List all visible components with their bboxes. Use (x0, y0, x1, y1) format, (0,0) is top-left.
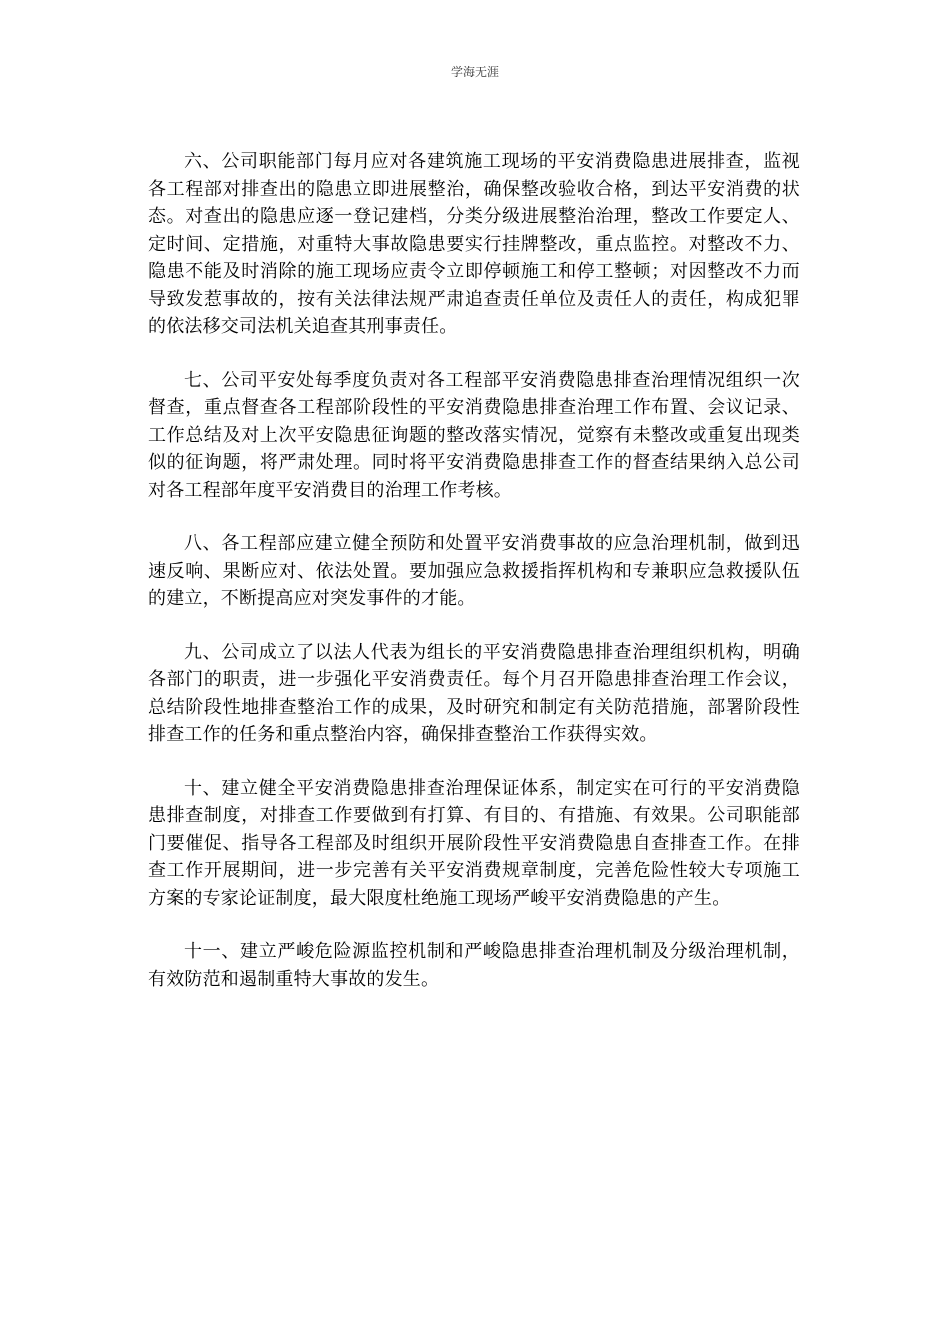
paragraph-8: 八、各工程部应建立健全预防和处置平安消费事故的应急治理机制，做到迅速反响、果断应对、依法处置。要加强应急救援指挥机构和专兼职应急救援队伍的建立，不断提高应对突发事件的才能。 (148, 533, 800, 609)
paragraph-6: 六、公司职能部门每月应对各建筑施工现场的平安消费隐患进展排查，监视各工程部对排查出的隐患立即进展整治，确保整改验收合格，到达平安消费的状态。对查出的隐患应逐一登记建档，分类分级进展整治治理，整改工作要定人、定时间、定措施，对重特大事故隐患要实行挂牌整改，重点监控。对整改不力、隐患不能及时消除的施工现场应责令立即停顿施工和停工整顿；对因整改不力而导致发惹事故的，按有关法律法规严肃追查责任单位及责任人的责任，构成犯罪的依法移交司法机关追查其刑事责任。 (148, 151, 800, 337)
document-body (148, 148, 800, 1019)
page-header: 学海无涯 (450, 65, 499, 79)
paragraph-7: 七、公司平安处每季度负责对各工程部平安消费隐患排查治理情况组织一次督查，重点督查各工程部阶段性的平安消费隐患排查治理工作布置、会议记录、工作总结及对上次平安隐患征询题的整改落实情况，觉察有未整改或重复出现类似的征询题，将严肃处理。同时将平安消费隐患排查工作的督查结果纳入总公司对各工程部年度平安消费目的治理工作考核。 (148, 369, 800, 501)
paragraph-11: 十一、建立严峻危险源监控机制和严峻隐患排查治理机制及分级治理机制，有效防范和遏制重特大事故的发生。 (148, 941, 800, 990)
paragraph-9: 九、公司成立了以法人代表为组长的平安消费隐患排查治理组织机构，明确各部门的职责，进一步强化平安消费责任。每个月召开隐患排查治理工作会议，总结阶段性地排查整治工作的成果，及时研究和制定有关防范措施，部署阶段性排查工作的任务和重点整治内容，确保排查整治工作获得实效。 (148, 641, 800, 745)
paragraph-10: 十、建立健全平安消费隐患排查治理保证体系，制定实在可行的平安消费隐患排查制度，对排查工作要做到有打算、有目的、有措施、有效果。公司职能部门要催促、指导各工程部及时组织开展阶段性平安消费隐患自查排查工作。在排查工作开展期间，进一步完善有关平安消费规章制度，完善危险性较大专项施工方案的专家论证制度，最大限度杜绝施工现场严峻平安消费隐患的产生。 (148, 777, 800, 909)
